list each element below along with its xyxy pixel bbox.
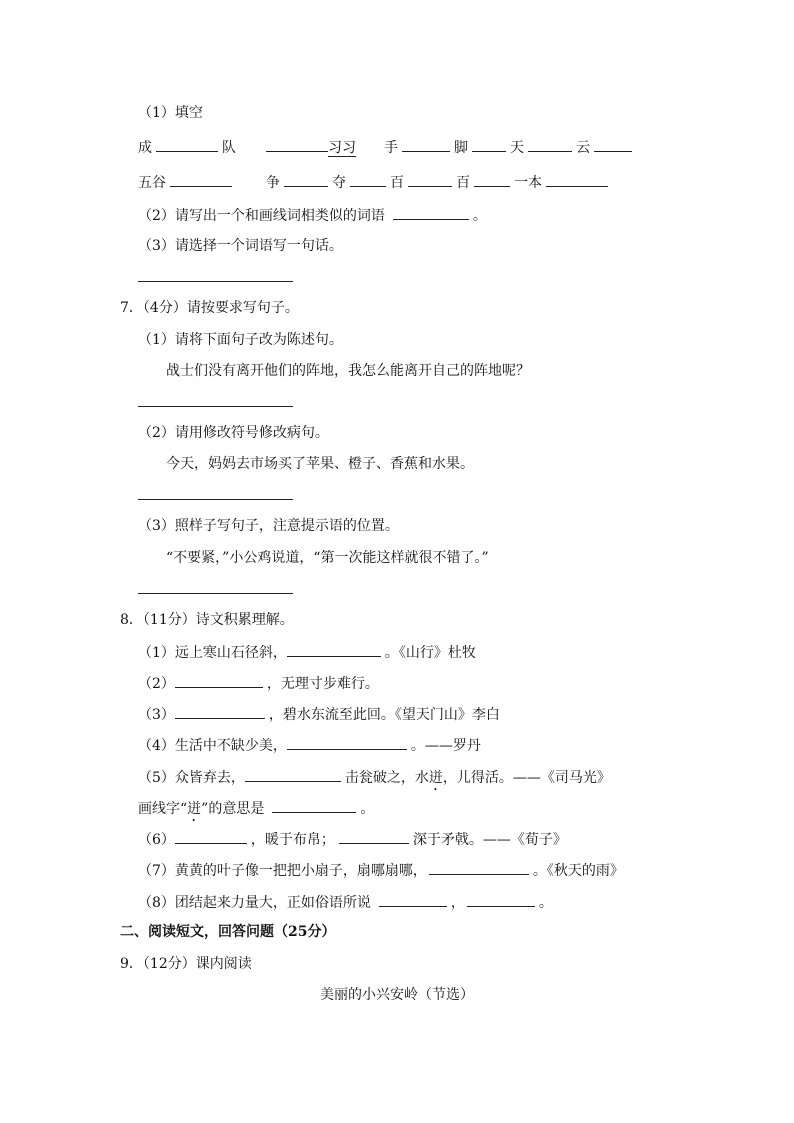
q9-heading: 9．（12分）课内阅读 bbox=[120, 956, 252, 972]
q8-line3: （3） ，碧水东流至此回。《望天门山》李白 bbox=[138, 704, 500, 722]
q7-heading: 7．（4分）请按要求写句子。 bbox=[120, 300, 299, 316]
poem-blank[interactable] bbox=[245, 767, 341, 782]
answer-blank[interactable] bbox=[393, 205, 469, 220]
blank[interactable] bbox=[408, 172, 452, 187]
q8-line8: （8）团结起来力量大，正如俗语所说 ， 。 bbox=[138, 892, 553, 910]
poem-blank[interactable] bbox=[175, 673, 263, 688]
q7-sentence1: 战士们没有离开他们的阵地，我怎么能离开自己的阵地呢？ bbox=[166, 363, 530, 379]
poem-blank[interactable] bbox=[287, 735, 407, 750]
passage-title: 美丽的小兴安岭（节选） bbox=[320, 987, 474, 1003]
answer-line[interactable] bbox=[138, 406, 293, 407]
fill-row-2: 五谷 争 夺 百 百 一本 bbox=[138, 172, 612, 190]
emphasized-char: 迸 bbox=[187, 801, 202, 817]
answer-line[interactable] bbox=[138, 281, 293, 282]
q8-line7: （7）黄黄的叶子像一把把小扇子，扇哪扇哪， 。《秋天的雨》 bbox=[138, 860, 624, 878]
poem-blank[interactable] bbox=[175, 704, 265, 719]
q8-heading: 8．（11分）诗文积累理解。 bbox=[120, 612, 294, 628]
blank[interactable] bbox=[472, 137, 506, 152]
q7-sentence2: 今天，妈妈去市场买了苹果、橙子、香蕉和水果。 bbox=[166, 456, 474, 472]
q7-part1: （1）请将下面句子改为陈述句。 bbox=[138, 332, 343, 348]
q8-line6: （6） ，暖于布帛； 深于矛戟。——《荀子》 bbox=[138, 829, 567, 847]
blank[interactable] bbox=[402, 137, 450, 152]
blank[interactable] bbox=[170, 172, 232, 187]
poem-blank[interactable] bbox=[339, 829, 409, 844]
q7-part3: （3）照样子写句子，注意提示语的位置。 bbox=[138, 518, 399, 534]
blank[interactable] bbox=[284, 172, 328, 187]
poem-blank[interactable] bbox=[467, 892, 535, 907]
blank[interactable] bbox=[156, 137, 218, 152]
blank[interactable] bbox=[594, 137, 632, 152]
blank[interactable] bbox=[546, 172, 608, 187]
answer-line[interactable] bbox=[138, 593, 293, 594]
poem-blank[interactable] bbox=[175, 829, 247, 844]
blank[interactable] bbox=[528, 137, 572, 152]
section-heading: 二、阅读短文，回答问题（25分） bbox=[120, 924, 336, 940]
poem-blank[interactable] bbox=[287, 642, 381, 657]
q8-line1: （1）远上寒山石径斜， 。《山行》杜牧 bbox=[138, 642, 476, 660]
poem-blank[interactable] bbox=[379, 892, 447, 907]
q8-line4: （4）生活中不缺少美， 。——罗丹 bbox=[138, 735, 481, 753]
q6-part1-label: （1）填空 bbox=[138, 105, 203, 121]
q8-line2: （2） ，无理寸步难行。 bbox=[138, 673, 379, 691]
blank[interactable] bbox=[266, 137, 328, 152]
q7-sentence3: “不要紧，”小公鸡说道，“第一次能这样就很不错了。” bbox=[166, 550, 489, 566]
q8-line5: （5）众皆弃去， 击瓮破之，水迸，儿得活。——《司马光》 bbox=[138, 767, 611, 785]
emphasized-char: 迸 bbox=[428, 770, 443, 786]
q8-line5-question: 画线字“迸”的意思是 。 bbox=[138, 798, 374, 816]
poem-blank[interactable] bbox=[429, 860, 529, 875]
fill-row-1: 成 队 习习 手 脚 天 云 bbox=[138, 137, 636, 155]
answer-blank[interactable] bbox=[272, 798, 356, 813]
blank[interactable] bbox=[350, 172, 386, 187]
q6-part3: （3）请选择一个词语写一句话。 bbox=[138, 238, 343, 254]
q7-part2: （2）请用修改符号修改病句。 bbox=[138, 425, 329, 441]
q6-part2: （2）请写出一个和画线词相类似的词语 。 bbox=[138, 205, 487, 223]
blank[interactable] bbox=[474, 172, 510, 187]
answer-line[interactable] bbox=[138, 499, 293, 500]
